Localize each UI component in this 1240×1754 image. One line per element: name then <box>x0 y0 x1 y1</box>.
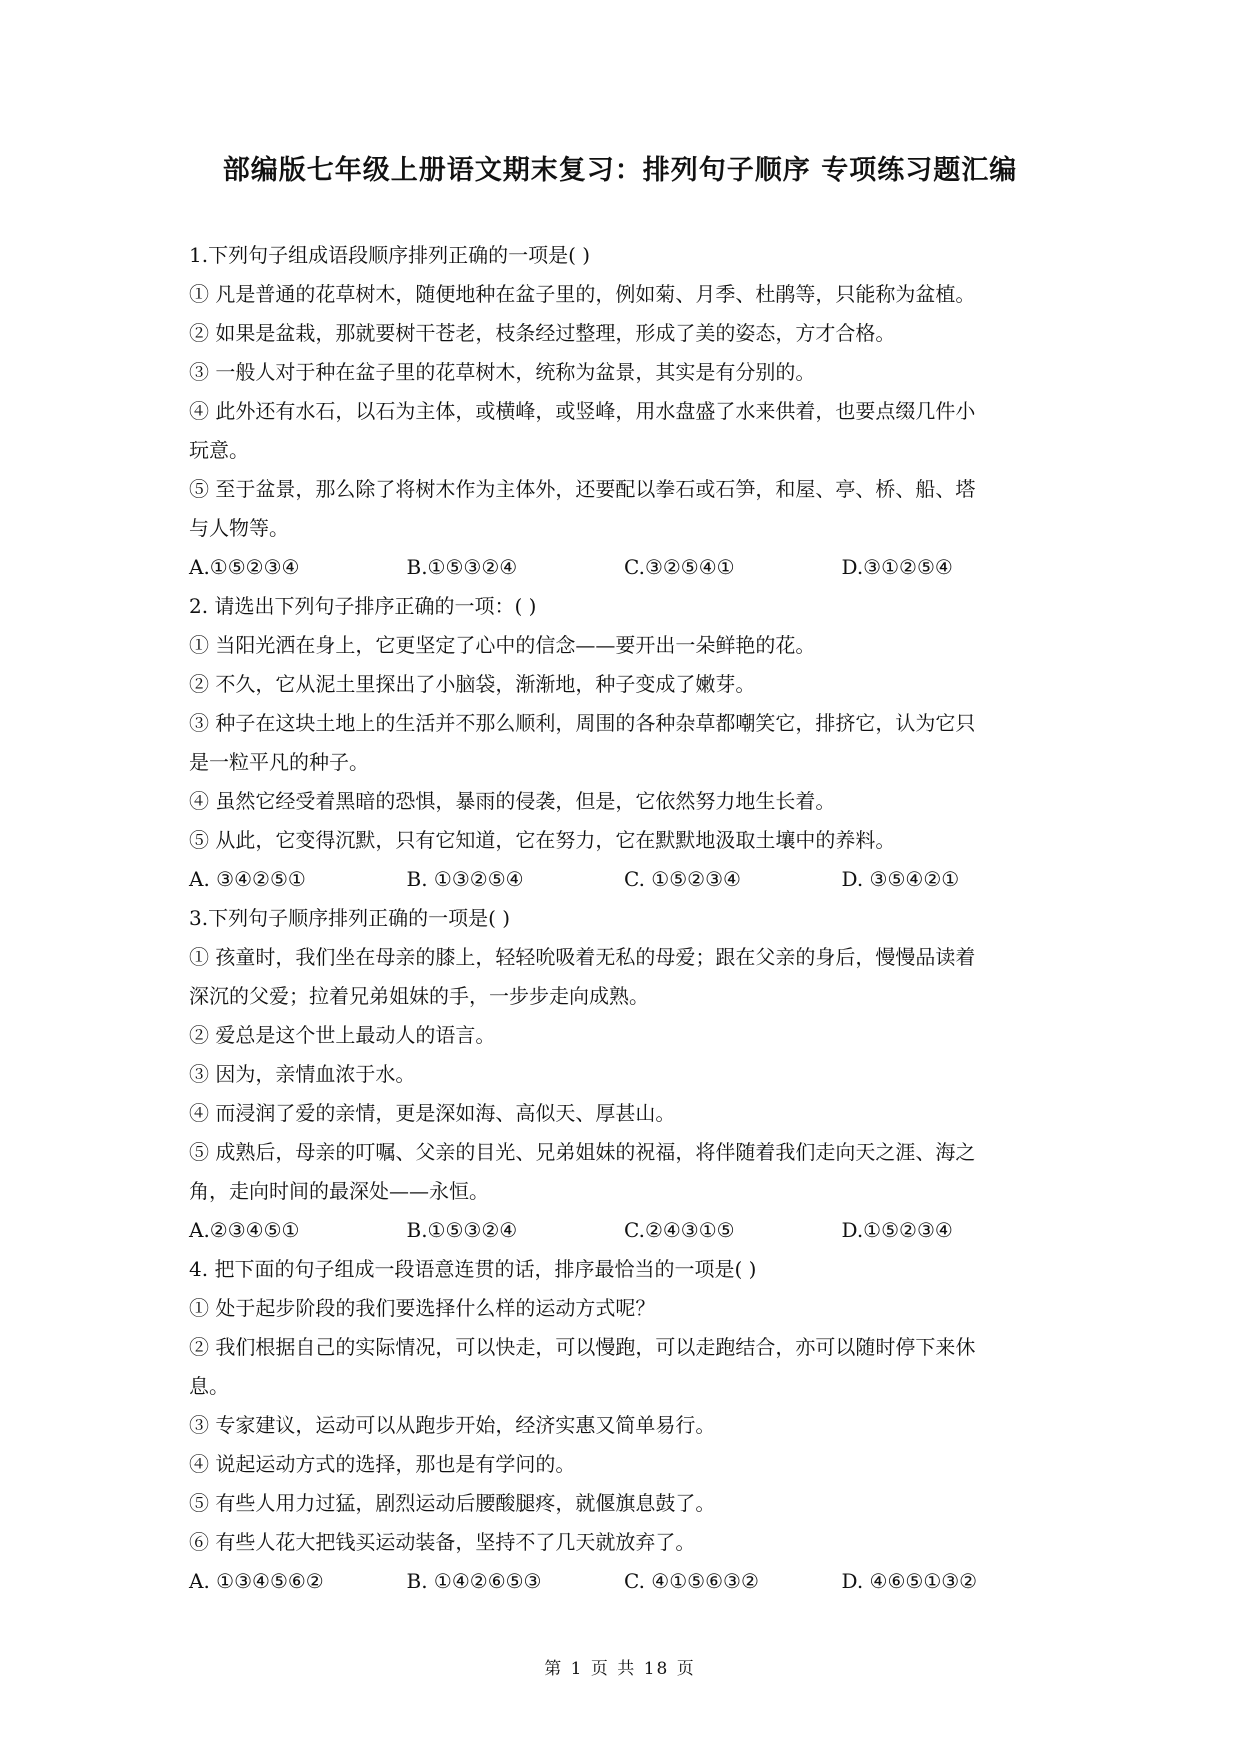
sentence-item-continuation: 与人物等。 <box>189 516 289 540</box>
sentence-item: ② 爱总是这个世上最动人的语言。 <box>189 1023 496 1047</box>
sentence-item: ① 当阳光洒在身上，它更坚定了心中的信念——要开出一朵鲜艳的花。 <box>189 633 816 657</box>
question-stem: 3.下列句子顺序排列正确的一项是( ) <box>189 906 511 930</box>
sentence-item-continuation: 是一粒平凡的种子。 <box>189 750 369 774</box>
option-c: C.③②⑤④① <box>624 555 735 579</box>
question-list <box>189 236 1059 1601</box>
option-b: B. ①③②⑤④ <box>406 867 524 891</box>
option-b: B.①⑤③②④ <box>406 555 518 579</box>
question-2 <box>189 587 1059 899</box>
answer-options <box>189 1211 1059 1250</box>
sentence-item: ③ 因为，亲情血浓于水。 <box>189 1062 416 1086</box>
sentence-item: ⑤ 有些人用力过猛，剧烈运动后腰酸腿疼，就偃旗息鼓了。 <box>189 1491 716 1515</box>
sentence-item: ④ 虽然它经受着黑暗的恐惧，暴雨的侵袭，但是，它依然努力地生长着。 <box>189 789 836 813</box>
sentence-item: ⑤ 从此，它变得沉默，只有它知道，它在努力，它在默默地汲取土壤中的养料。 <box>189 828 896 852</box>
sentence-item: ④ 说起运动方式的选择，那也是有学问的。 <box>189 1452 576 1476</box>
question-3 <box>189 899 1059 1250</box>
answer-options <box>189 548 1059 587</box>
sentence-item: ⑤ 成熟后，母亲的叮嘱、父亲的目光、兄弟姐妹的祝福，将伴随着我们走向天之涯、海之 <box>189 1140 976 1164</box>
sentence-item: ③ 专家建议，运动可以从跑步开始，经济实惠又简单易行。 <box>189 1413 716 1437</box>
sentence-item: ② 我们根据自己的实际情况，可以快走，可以慢跑，可以走跑结合，亦可以随时停下来休 <box>189 1335 976 1359</box>
sentence-item: ① 孩童时，我们坐在母亲的膝上，轻轻吮吸着无私的母爱；跟在父亲的身后，慢慢品读着 <box>189 945 976 969</box>
sentence-item-continuation: 息。 <box>189 1374 229 1398</box>
option-b: B. ①④②⑥⑤③ <box>406 1569 542 1593</box>
question-4 <box>189 1250 1059 1601</box>
sentence-item-continuation: 深沉的父爱；拉着兄弟姐妹的手，一步步走向成熟。 <box>189 984 649 1008</box>
option-a: A.②③④⑤① <box>189 1218 300 1242</box>
option-d: D. ④⑥⑤①③② <box>841 1569 978 1593</box>
sentence-item-continuation: 玩意。 <box>189 438 249 462</box>
sentence-item: ③ 种子在这块土地上的生活并不那么顺利，周围的各种杂草都嘲笑它，排挤它，认为它只 <box>189 711 976 735</box>
option-a: A.①⑤②③④ <box>189 555 300 579</box>
sentence-item: ③ 一般人对于种在盆子里的花草树木，统称为盆景，其实是有分别的。 <box>189 360 816 384</box>
option-c: C.②④③①⑤ <box>624 1218 735 1242</box>
option-d: D. ③⑤④②① <box>841 867 960 891</box>
option-c: C. ①⑤②③④ <box>624 867 741 891</box>
page-title: 部编版七年级上册语文期末复习：排列句子顺序 专项练习题汇编 <box>222 155 1018 186</box>
sentence-item: ⑥ 有些人花大把钱买运动装备，坚持不了几天就放弃了。 <box>189 1530 696 1554</box>
sentence-item: ① 凡是普通的花草树木，随便地种在盆子里的，例如菊、月季、杜鹃等，只能称为盆植。 <box>189 282 976 306</box>
sentence-item: ② 如果是盆栽，那就要树干苍老，枝条经过整理，形成了美的姿态，方才合格。 <box>189 321 896 345</box>
option-a: A. ③④②⑤① <box>189 867 306 891</box>
sentence-item: ④ 而浸润了爱的亲情，更是深如海、高似天、厚甚山。 <box>189 1101 676 1125</box>
question-stem: 2. 请选出下列句子排序正确的一项：( ) <box>189 594 537 618</box>
sentence-item: ② 不久，它从泥土里探出了小脑袋，渐渐地，种子变成了嫩芽。 <box>189 672 756 696</box>
option-b: B.①⑤③②④ <box>406 1218 518 1242</box>
question-stem: 1.下列句子组成语段顺序排列正确的一项是( ) <box>189 243 591 267</box>
answer-options <box>189 860 1059 899</box>
option-a: A. ①③④⑤⑥② <box>189 1569 324 1593</box>
option-d: D.①⑤②③④ <box>841 1218 953 1242</box>
question-1 <box>189 236 1059 587</box>
sentence-item-continuation: 角，走向时间的最深处——永恒。 <box>189 1179 489 1203</box>
question-stem: 4. 把下面的句子组成一段语意连贯的话，排序最恰当的一项是( ) <box>189 1257 757 1281</box>
option-d: D.③①②⑤④ <box>841 555 953 579</box>
page-footer: 第 1 页 共 18 页 <box>544 1659 696 1679</box>
answer-options <box>189 1562 1059 1601</box>
sentence-item: ④ 此外还有水石，以石为主体，或横峰，或竖峰，用水盘盛了水来供着，也要点缀几件小 <box>189 399 976 423</box>
sentence-item: ⑤ 至于盆景，那么除了将树木作为主体外，还要配以拳石或石笋，和屋、亭、桥、船、塔 <box>189 477 976 501</box>
option-c: C. ④①⑤⑥③② <box>624 1569 759 1593</box>
sentence-item: ① 处于起步阶段的我们要选择什么样的运动方式呢？ <box>189 1296 656 1320</box>
